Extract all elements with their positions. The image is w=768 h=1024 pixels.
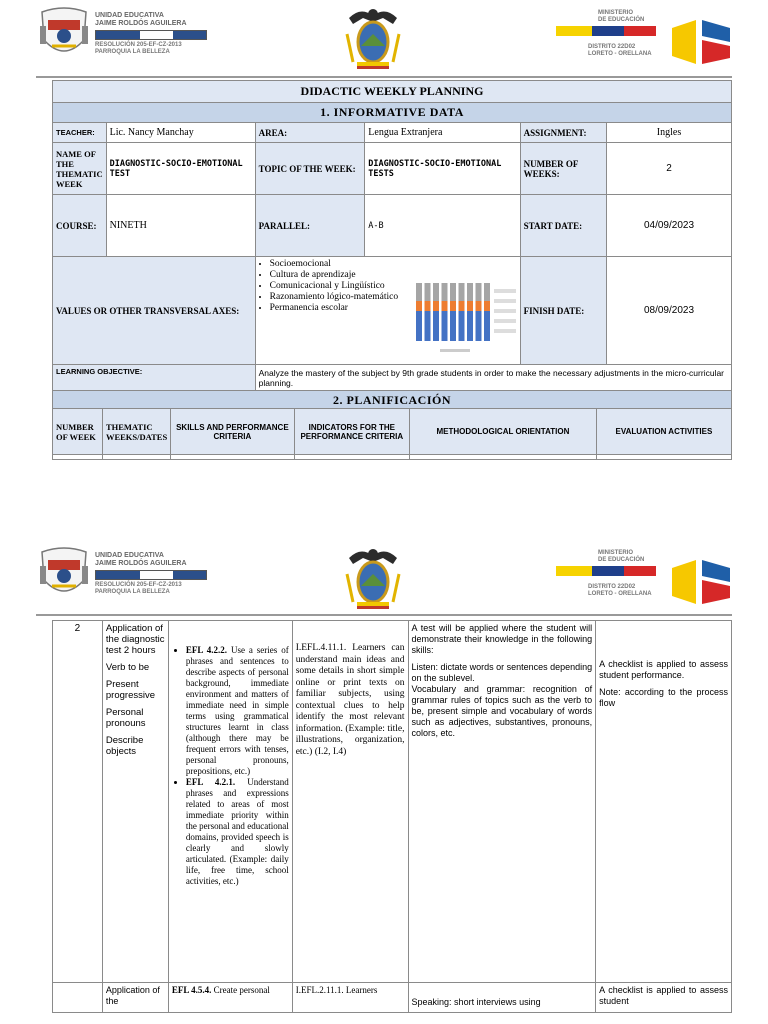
thumbnail-bar-segment	[475, 283, 481, 301]
thumbnail-bar-segment	[433, 283, 439, 301]
thumbnail-bar-segment	[416, 311, 422, 341]
finish-date-value: 08/09/2023	[606, 257, 731, 365]
thematic-week-value: DIAGNOSTIC-SOCIO-EMOTIONAL TEST	[106, 143, 255, 195]
thumbnail-bar-segment	[467, 283, 473, 301]
thumbnail-bar-segment	[416, 301, 422, 311]
col-skills: SKILLS AND PERFORMANCE CRITERIA	[171, 409, 294, 455]
thematic-week-label: NAME OF THE THEMATIC WEEK	[53, 143, 107, 195]
ministry-line2: DE EDUCACIÓN	[598, 557, 645, 563]
skill-text: Understand phrases and expressions related to areas of most immediate priority within the personal and educational domains, provided speech is clearly and slowly articulated. (Example: daily life, free time, school activities, etc.)	[185, 777, 289, 886]
parallel-value: A-B	[365, 195, 520, 257]
topic-value: DIAGNOSTIC-SOCIO-EMOTIONAL TESTS	[365, 143, 520, 195]
start-date-label: START DATE:	[520, 195, 606, 257]
thumbnail-bar-segment	[475, 311, 481, 341]
ecuador-government-logo-icon	[668, 18, 732, 66]
thumbnail-bar-segment	[458, 283, 464, 301]
stacked-bar-thumbnail-image	[410, 269, 520, 355]
parallel-label: PARALLEL:	[255, 195, 365, 257]
coat-of-arms-icon	[343, 4, 403, 72]
document-title: DIDACTIC WEEKLY PLANNING	[53, 81, 732, 103]
school-name-line2: JAIME ROLDÓS AGUILERA	[95, 560, 187, 567]
number-of-weeks-label: NUMBER OF WEEKS:	[520, 143, 606, 195]
values-item: • Socioemocional	[270, 259, 404, 270]
thumbnail-bar-segment	[441, 301, 447, 311]
school-name-line2: JAIME ROLDÓS AGUILERA	[95, 20, 187, 27]
assignment-value: Ingles	[606, 123, 731, 143]
header-divider	[36, 614, 732, 616]
indicator-cell: I.EFL.4.11.1. Learners can understand main ideas and some details in short simple online or print texts on familiar subjects, using contextual clues to help identify the most relevant information. (Example: title, illustrations, organization, etc.) (I.2, I.4)	[292, 621, 408, 983]
thumbnail-bar-segment	[424, 311, 430, 341]
methodology-paragraph: Listen: dictate words or sentences depending on the sublevel.	[411, 662, 593, 683]
thumbnail-bar-segment	[450, 311, 456, 341]
week-number-empty	[53, 983, 103, 1013]
school-crest-icon	[38, 6, 90, 62]
school-color-bar	[95, 570, 207, 580]
evaluation-cell	[596, 621, 732, 983]
coat-of-arms-icon	[343, 544, 403, 612]
school-name-line1: UNIDAD EDUCATIVA	[95, 12, 164, 19]
thumbnail-bar-segment	[433, 311, 439, 341]
ministry-line1: MINISTERIO	[598, 10, 634, 16]
district-line2: LORETO - ORELLANA	[588, 591, 652, 597]
district-line1: DISTRITO 22D02	[588, 584, 636, 590]
planning-table	[52, 620, 732, 1013]
planning-header-table	[52, 408, 732, 460]
thumbnail-bar-segment	[475, 301, 481, 311]
resolution-text: RESOLUCIÓN 205-EF-CZ-2013	[95, 42, 182, 48]
assignment-label: ASSIGNMENT:	[520, 123, 606, 143]
skills-cell	[168, 621, 292, 983]
thumbnail-bar-segment	[441, 283, 447, 301]
thumbnail-bar-segment	[484, 301, 490, 311]
week-number: 2	[53, 621, 103, 983]
teacher-label: TEACHER:	[53, 123, 107, 143]
ministry-line2: DE EDUCACIÓN	[598, 17, 645, 23]
informative-data-table	[52, 80, 732, 411]
evaluation-paragraph: A checklist is applied to assess student performance.	[599, 659, 728, 680]
thumbnail-bar-segment	[458, 311, 464, 341]
col-evaluation: EVALUATION ACTIVITIES	[596, 409, 731, 455]
skill-code: EFL 4.2.1.	[185, 777, 236, 787]
methodology-cell	[408, 621, 596, 983]
thumbnail-bar-segment	[433, 301, 439, 311]
skill-item	[186, 777, 289, 887]
thematic-cell-2: Application of the	[102, 983, 168, 1013]
ecuador-government-logo-icon	[668, 558, 732, 606]
indicator-cell-2: I.EFL.2.11.1. Learners	[292, 983, 408, 1013]
learning-objective-value: Analyze the mastery of the subject by 9th grade students in order to make the necessary adjustments in the micro-curricular planning.	[255, 365, 731, 391]
values-item: • Razonamiento lógico-matemático	[270, 292, 404, 303]
thematic-cell	[102, 621, 168, 983]
methodology-paragraph: Vocabulary and grammar: recognition of grammar rules of topics such as the verb to be, present simple and vocabulary of words such as adjectives, substantives, pronouns, colors, etc.	[411, 684, 593, 738]
values-item: • Cultura de aprendizaje	[270, 270, 404, 281]
page1-header	[0, 0, 768, 80]
section-planificacion: 2. PLANIFICACIÓN	[53, 391, 732, 411]
thumbnail-bar-segment	[450, 283, 456, 301]
values-axes-cell	[255, 257, 520, 365]
section-informative-data: 1. INFORMATIVE DATA	[53, 103, 732, 123]
number-of-weeks-value: 2	[606, 143, 731, 195]
parish-text: PARROQUIA LA BELLEZA	[95, 589, 170, 595]
learning-objective-label: LEARNING OBJECTIVE:	[53, 365, 256, 391]
thumbnail-bar-segment	[484, 311, 490, 341]
thematic-item: Personal pronouns	[105, 707, 146, 729]
ministry-flag-bar	[556, 26, 656, 36]
thematic-item: Present progressive	[105, 679, 155, 701]
thumbnail-bar-segment	[424, 301, 430, 311]
values-list	[256, 257, 404, 314]
resolution-text: RESOLUCIÓN 205-EF-CZ-2013	[95, 582, 182, 588]
thematic-item: Application of the diagnostic test 2 hours	[105, 623, 165, 656]
values-item: • Permanencia escolar	[270, 303, 404, 314]
col-methodological: METHODOLOGICAL ORIENTATION	[410, 409, 597, 455]
area-label: AREA:	[255, 123, 365, 143]
school-crest-icon	[38, 546, 90, 602]
ministry-line1: MINISTERIO	[598, 550, 634, 556]
thumbnail-bar-segment	[484, 283, 490, 301]
topic-label: TOPIC OF THE WEEK:	[255, 143, 365, 195]
page2-header	[0, 540, 768, 620]
parish-text: PARROQUIA LA BELLEZA	[95, 49, 170, 55]
skill-text: Create personal	[213, 985, 270, 995]
thumbnail-bar-segment	[467, 301, 473, 311]
school-color-bar	[95, 30, 207, 40]
area-value: Lengua Extranjera	[365, 123, 520, 143]
skill-code: EFL 4.2.2.	[185, 645, 228, 655]
col-number-of-week: NUMBER OF WEEK	[53, 409, 103, 455]
thumbnail-bar-segment	[467, 311, 473, 341]
ministry-flag-bar	[556, 566, 656, 576]
header-divider	[36, 76, 732, 78]
skills-cell-2	[168, 983, 292, 1013]
thumbnail-bar-segment	[424, 283, 430, 301]
thumbnail-bar-segment	[441, 311, 447, 341]
values-axes-label: VALUES OR OTHER TRANSVERSAL AXES:	[53, 257, 256, 365]
course-value: NINETH	[106, 195, 255, 257]
values-item: • Comunicacional y Lingüístico	[270, 281, 404, 292]
school-name-line1: UNIDAD EDUCATIVA	[95, 552, 164, 559]
methodology-paragraph: A test will be applied where the student will demonstrate their knowledge in the following skills:	[411, 623, 593, 655]
col-indicators: INDICATORS FOR THE PERFORMANCE CRITERIA	[294, 409, 409, 455]
skill-code: EFL 4.5.4.	[171, 985, 212, 995]
course-label: COURSE:	[53, 195, 107, 257]
finish-date-label: FINISH DATE:	[520, 257, 606, 365]
evaluation-cell-2: A checklist is applied to assess student	[596, 983, 732, 1013]
start-date-value: 04/09/2023	[606, 195, 731, 257]
district-line1: DISTRITO 22D02	[588, 44, 636, 50]
thematic-item: Verb to be	[105, 662, 150, 673]
evaluation-paragraph: Note: according to the process flow	[599, 687, 728, 708]
methodology-cell-2: Speaking: short interviews using	[408, 983, 596, 1013]
col-thematic-weeks: THEMATIC WEEKS/DATES	[102, 409, 170, 455]
thumbnail-bar-segment	[450, 301, 456, 311]
teacher-value: Lic. Nancy Manchay	[106, 123, 255, 143]
thumbnail-bar-segment	[458, 301, 464, 311]
skill-text: Use a series of phrases and sentences to describe aspects of personal background, immediate environment and matters of immediate need in simple terms using grammatical structures learnt in class (although there may be frequent errors with tenses, personal pronouns, prepositions, etc.)	[185, 645, 289, 776]
skill-item	[186, 645, 289, 777]
thematic-item: Describe objects	[105, 735, 144, 757]
thumbnail-bar-segment	[416, 283, 422, 301]
district-line2: LORETO - ORELLANA	[588, 51, 652, 57]
